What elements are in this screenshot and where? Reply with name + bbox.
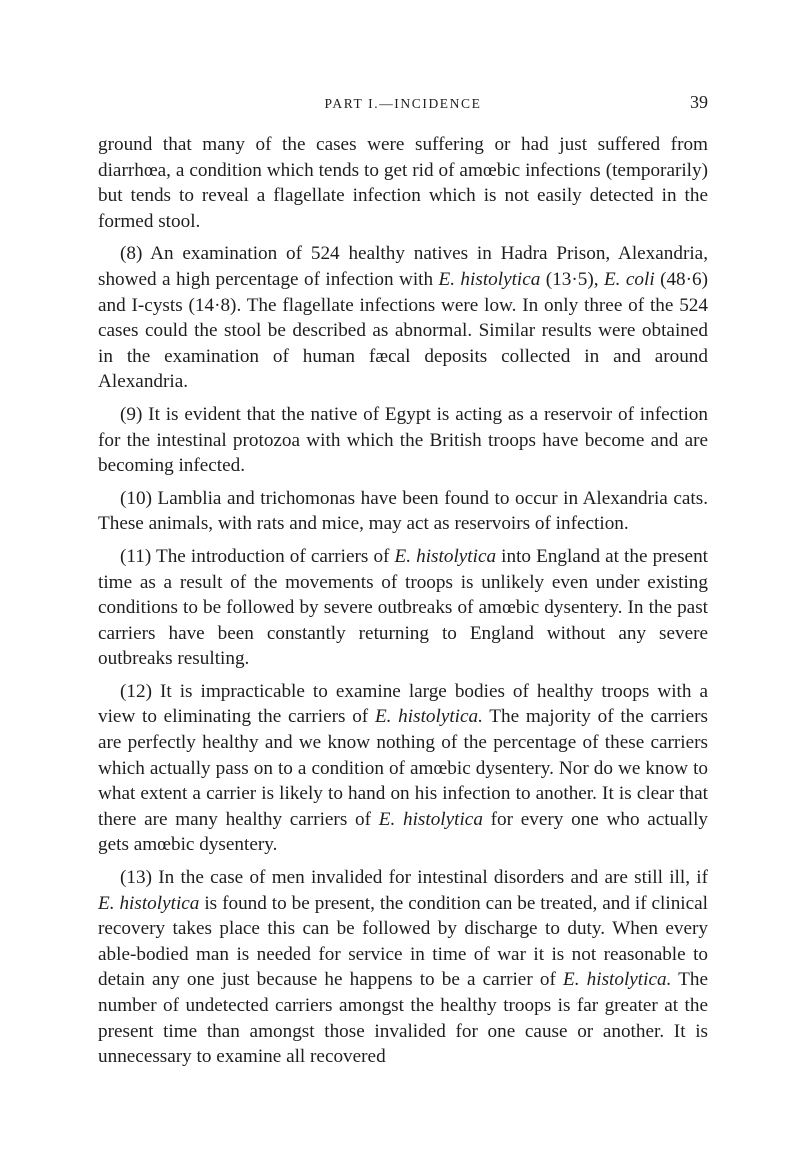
text-run: (9) It is evident that the native of Egypt is acting as a reservoir of infection for the intestinal protozoa with which the British troops have become and are becoming infected. [98, 403, 708, 477]
paragraph-9 [98, 402, 708, 479]
paragraph-13 [98, 865, 708, 1070]
paragraph-12 [98, 679, 708, 858]
species-name: E. histolytica. [374, 706, 483, 728]
page-number: 39 [690, 92, 708, 112]
text-run: (10) Lamblia and trichomonas have been found to occur in Alexandria cats. These animals, with rats and mice, may act as reservoirs of infection. [98, 487, 708, 535]
paragraph-8 [98, 241, 708, 395]
text-run: The majority of the carriers are perfectly healthy and we know nothing of the percentage of these carriers which actually pass on to a condition of amœbic dysentery. Nor do we know to what extent a carrier is likely to hand on his infection to another. It is clear that there are many healthy carriers of [98, 706, 709, 830]
paragraph-11 [98, 544, 708, 672]
species-name: E. histolytica [98, 892, 200, 914]
paragraph-continuation [98, 132, 708, 234]
species-name: E. histolytica [394, 545, 497, 567]
text-run: The number of undetected carriers amongst the healthy troops is far greater at the present time than amongst those invalided for one cause or another. It is unnecessary to examine all recovered [98, 969, 708, 1068]
text-run: into England at the present time as a result of the movements of troops is unlikely even under existing conditions to be followed by severe outbreaks of amœbic dysentery. In the past carriers have been constantly returning to England without any severe outbreaks resulting. [98, 545, 708, 670]
body-text [98, 132, 708, 1077]
text-run: (13·5), [540, 268, 604, 290]
text-run: is found to be present, the condition can be treated, and if clinical recovery takes place this can be followed by discharge to duty. When every able-bodied man is needed for service in time of war it is not reasonable to detain any one just because he happens to be a carrier of [98, 892, 709, 991]
species-name: E. histolytica [378, 808, 483, 830]
text-run: (13) In the case of men invalided for intestinal disorders and are still ill, if [120, 867, 708, 889]
text-run: (12) It is impracticable to examine large bodies of healthy troops with a view to eliminating the carriers of [98, 680, 708, 728]
text-run: (48·6) and I-cysts (14·8). The flagellate infections were low. In only three of the 524 cases could the stool be described as abnormal. Similar results were obtained in the examination of human fæcal deposits collected in and around Alexandria. [98, 268, 709, 393]
species-name: E. histolytica [438, 268, 541, 290]
text-run: (11) The introduction of carriers of [120, 545, 395, 567]
paragraph-10 [98, 486, 708, 537]
text-run: (8) An examination of 524 healthy natives in Hadra Prison, Alexandria, showed a high percentage of infection with [98, 243, 708, 290]
text-run: for every one who actually gets amœbic dysentery. [98, 808, 709, 856]
species-name: E. coli [603, 268, 655, 290]
page-header [98, 92, 708, 116]
text-run: ground that many of the cases were suffering or had just suffered from diarrhœa, a condition which tends to get rid of amœbic infections (temporarily) but tends to reveal a flagellate infection which is not easily detected in the formed stool. [98, 134, 708, 232]
species-name: E. histolytica. [562, 969, 672, 991]
running-head: PART I.—INCIDENCE [324, 96, 482, 111]
